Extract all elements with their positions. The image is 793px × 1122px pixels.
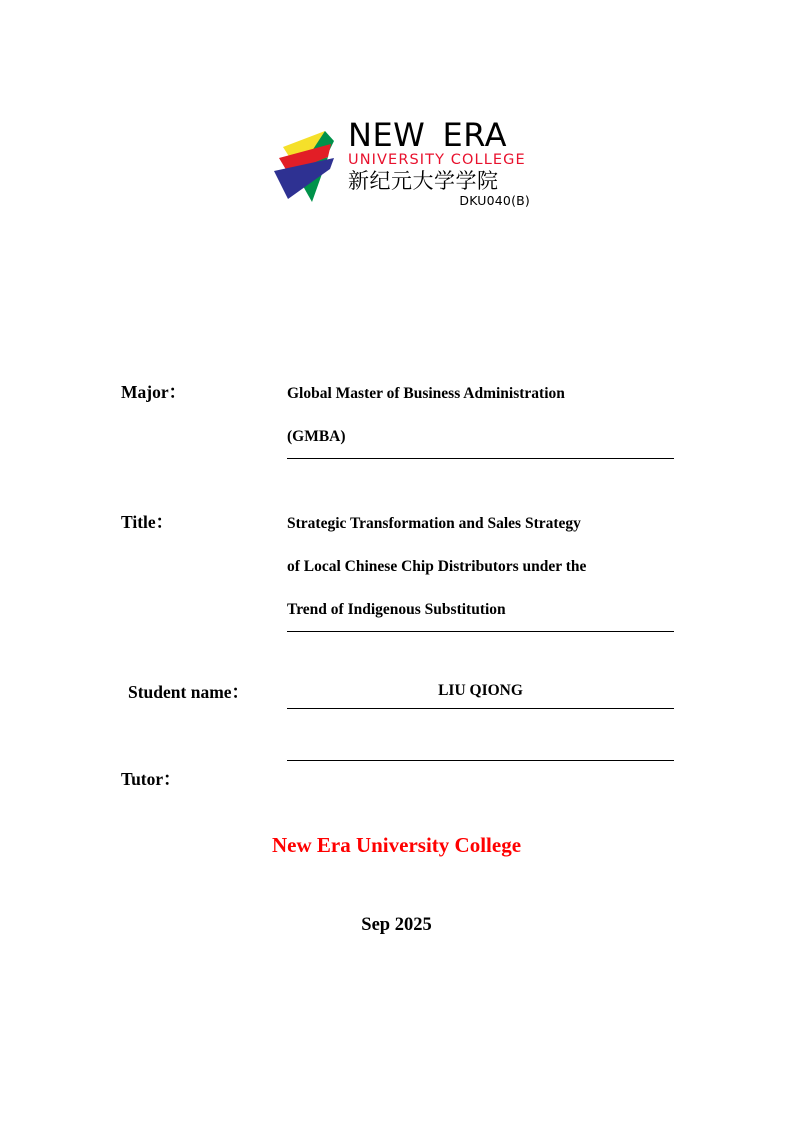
title-value-line-3: Trend of Indigenous Substitution	[287, 601, 506, 618]
title-value-line-2: of Local Chinese Chip Distributors under the	[287, 558, 587, 575]
tutor-value-column	[287, 760, 674, 761]
major-label: Major：	[121, 382, 187, 402]
new-era-ribbon-emblem-icon	[268, 124, 340, 204]
logo-subtitle: UNIVERSITY COLLEGE	[348, 152, 526, 169]
logo-registration-code: DKU040(B)	[459, 193, 530, 209]
student-name-value: LIU QIONG	[438, 682, 523, 699]
title-label: Title：	[121, 512, 174, 532]
logo-chinese-name: 新纪元大学学院	[348, 168, 499, 193]
logo-name	[348, 116, 530, 154]
major-value-column	[287, 372, 674, 459]
institution-name: New Era University College	[271, 833, 522, 857]
tutor-label: Tutor：	[121, 769, 181, 789]
title-value-column	[287, 502, 674, 632]
major-underline	[287, 458, 674, 459]
tutor-underline	[287, 760, 674, 761]
title-value-line-1: Strategic Transformation and Sales Strategy	[287, 515, 581, 532]
student-name-label: Student name：	[128, 682, 250, 702]
student-name-value-column	[287, 673, 674, 709]
major-value-line-1: Global Master of Business Administration	[287, 385, 565, 402]
logo-name-part2: ERA	[442, 116, 508, 154]
title-underline	[287, 631, 674, 632]
submission-date: Sep 2025	[361, 915, 432, 935]
logo-name-part1: NEW	[348, 116, 426, 154]
student-name-underline	[287, 708, 674, 709]
logo-wordmark	[348, 116, 530, 209]
university-logo	[268, 116, 530, 224]
major-value-line-2: (GMBA)	[287, 428, 346, 445]
